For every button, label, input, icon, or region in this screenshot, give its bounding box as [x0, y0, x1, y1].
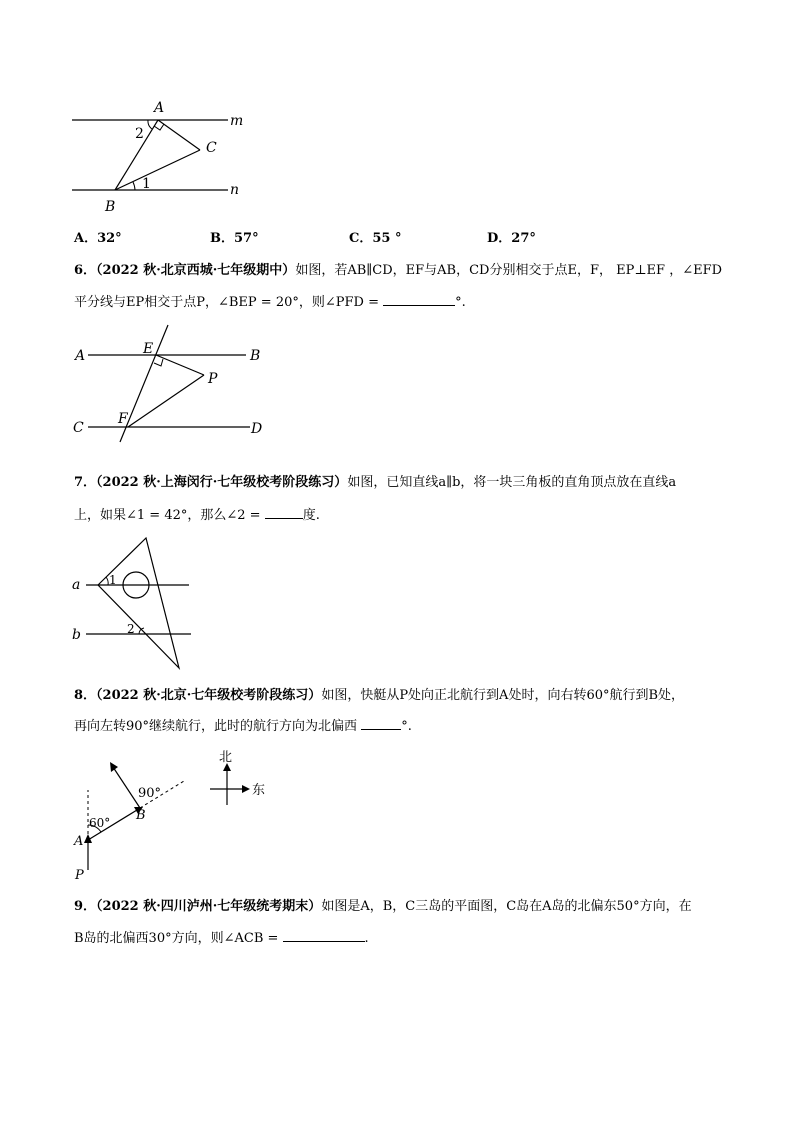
label-p: P: [75, 868, 84, 883]
compass-north-label: 北: [219, 750, 233, 765]
question-source: （2022 秋·四川泸州·七年级统考期末）: [96, 899, 322, 914]
label-2: 2: [135, 126, 144, 142]
question-7-line2: [74, 505, 320, 526]
option-a: A．32°: [74, 231, 122, 246]
path-b-turn: [113, 767, 140, 808]
label-c: C: [73, 420, 84, 436]
question-text: 平分线与EP相交于点P，∠BEP = 20°，则∠PFD =: [74, 295, 379, 310]
question-number: 7．: [74, 475, 97, 490]
figure-q8: [68, 745, 278, 885]
question-number: 9．: [74, 899, 97, 914]
question-text: .: [364, 931, 369, 946]
question-text: 如图，若AB∥CD，EF与AB，CD分别相交于点E，F， EP⊥EF ，∠EFD: [295, 263, 723, 278]
option-c: C．55 °: [349, 231, 402, 246]
question-text: °.: [401, 719, 412, 734]
label-d: D: [251, 421, 263, 437]
question-text: 如图，已知直线a∥b，将一块三角板的直角顶点放在直线a: [347, 475, 677, 490]
label-b: b: [72, 627, 81, 643]
answer-blank[interactable]: [361, 716, 401, 730]
label-2: 2: [127, 622, 135, 636]
label-b: B: [136, 808, 146, 823]
question-text: B岛的北偏西30°方向，则∠ACB =: [74, 931, 279, 946]
question-source: （2022 秋·上海闵行·七年级校考阶段练习）: [96, 475, 348, 490]
label-c: C: [206, 140, 217, 156]
label-a: A: [154, 100, 165, 116]
figure-q5: [60, 95, 260, 220]
segment-ac: [158, 120, 200, 150]
question-9-line2: [74, 928, 369, 949]
label-f: F: [118, 411, 128, 427]
question-number: 6．: [74, 263, 97, 278]
label-n: n: [230, 182, 240, 198]
angle-1-arc: [133, 182, 135, 190]
question-text: 上，如果∠1 = 42°，那么∠2 =: [74, 508, 261, 523]
question-6-line1: [74, 261, 722, 281]
label-m: m: [230, 113, 244, 129]
option-b: B．57°: [210, 231, 259, 246]
label-a: A: [74, 834, 84, 849]
arrow-head: [110, 762, 118, 772]
label-a: a: [72, 577, 81, 593]
angle-2-arc: [148, 120, 152, 129]
label-b: B: [105, 199, 116, 215]
question-9-line1: [74, 897, 692, 917]
question-text: 如图是A，B，C三岛的平面图，C岛在A岛的北偏东50°方向，在: [321, 899, 692, 914]
question-source: （2022 秋·北京西城·七年级期中）: [96, 263, 296, 278]
right-angle-mark: [154, 359, 163, 366]
segment-fp: [128, 375, 204, 427]
label-1: 1: [109, 573, 117, 587]
question-text: 再向左转90°继续航行，此时的航行方向为北偏西: [74, 719, 358, 734]
label-60: 60°: [89, 816, 111, 830]
question-number: 8．: [74, 688, 97, 703]
label-90: 90°: [138, 786, 162, 801]
answer-blank[interactable]: [383, 292, 455, 306]
label-e: E: [143, 341, 154, 357]
figure-q6: [68, 320, 278, 445]
question-text: 如图，快艇从P处向正北航行到A处时，向右转60°航行到B处，: [321, 688, 685, 703]
figure-q7: [66, 532, 196, 672]
question-6-line2: [74, 292, 466, 313]
question-text: °.: [455, 295, 466, 310]
label-a: A: [75, 348, 86, 364]
label-b: B: [250, 348, 261, 364]
triangle-ruler: [98, 538, 179, 668]
compass-east-label: 东: [252, 783, 266, 798]
option-d: D．27°: [487, 231, 536, 246]
compass-east-arrow: [242, 785, 250, 793]
angle-1-arc: [106, 577, 108, 585]
question-8-line1: [74, 686, 684, 706]
answer-blank[interactable]: [283, 928, 365, 942]
label-1: 1: [142, 176, 151, 192]
answer-blank[interactable]: [265, 505, 303, 519]
question-8-line2: [74, 716, 412, 737]
segment-ep: [156, 355, 204, 375]
label-p: P: [208, 371, 218, 387]
question-text: 度.: [302, 508, 320, 523]
question-source: （2022 秋·北京·七年级校考阶段练习）: [96, 688, 322, 703]
question-7-line1: [74, 473, 676, 493]
